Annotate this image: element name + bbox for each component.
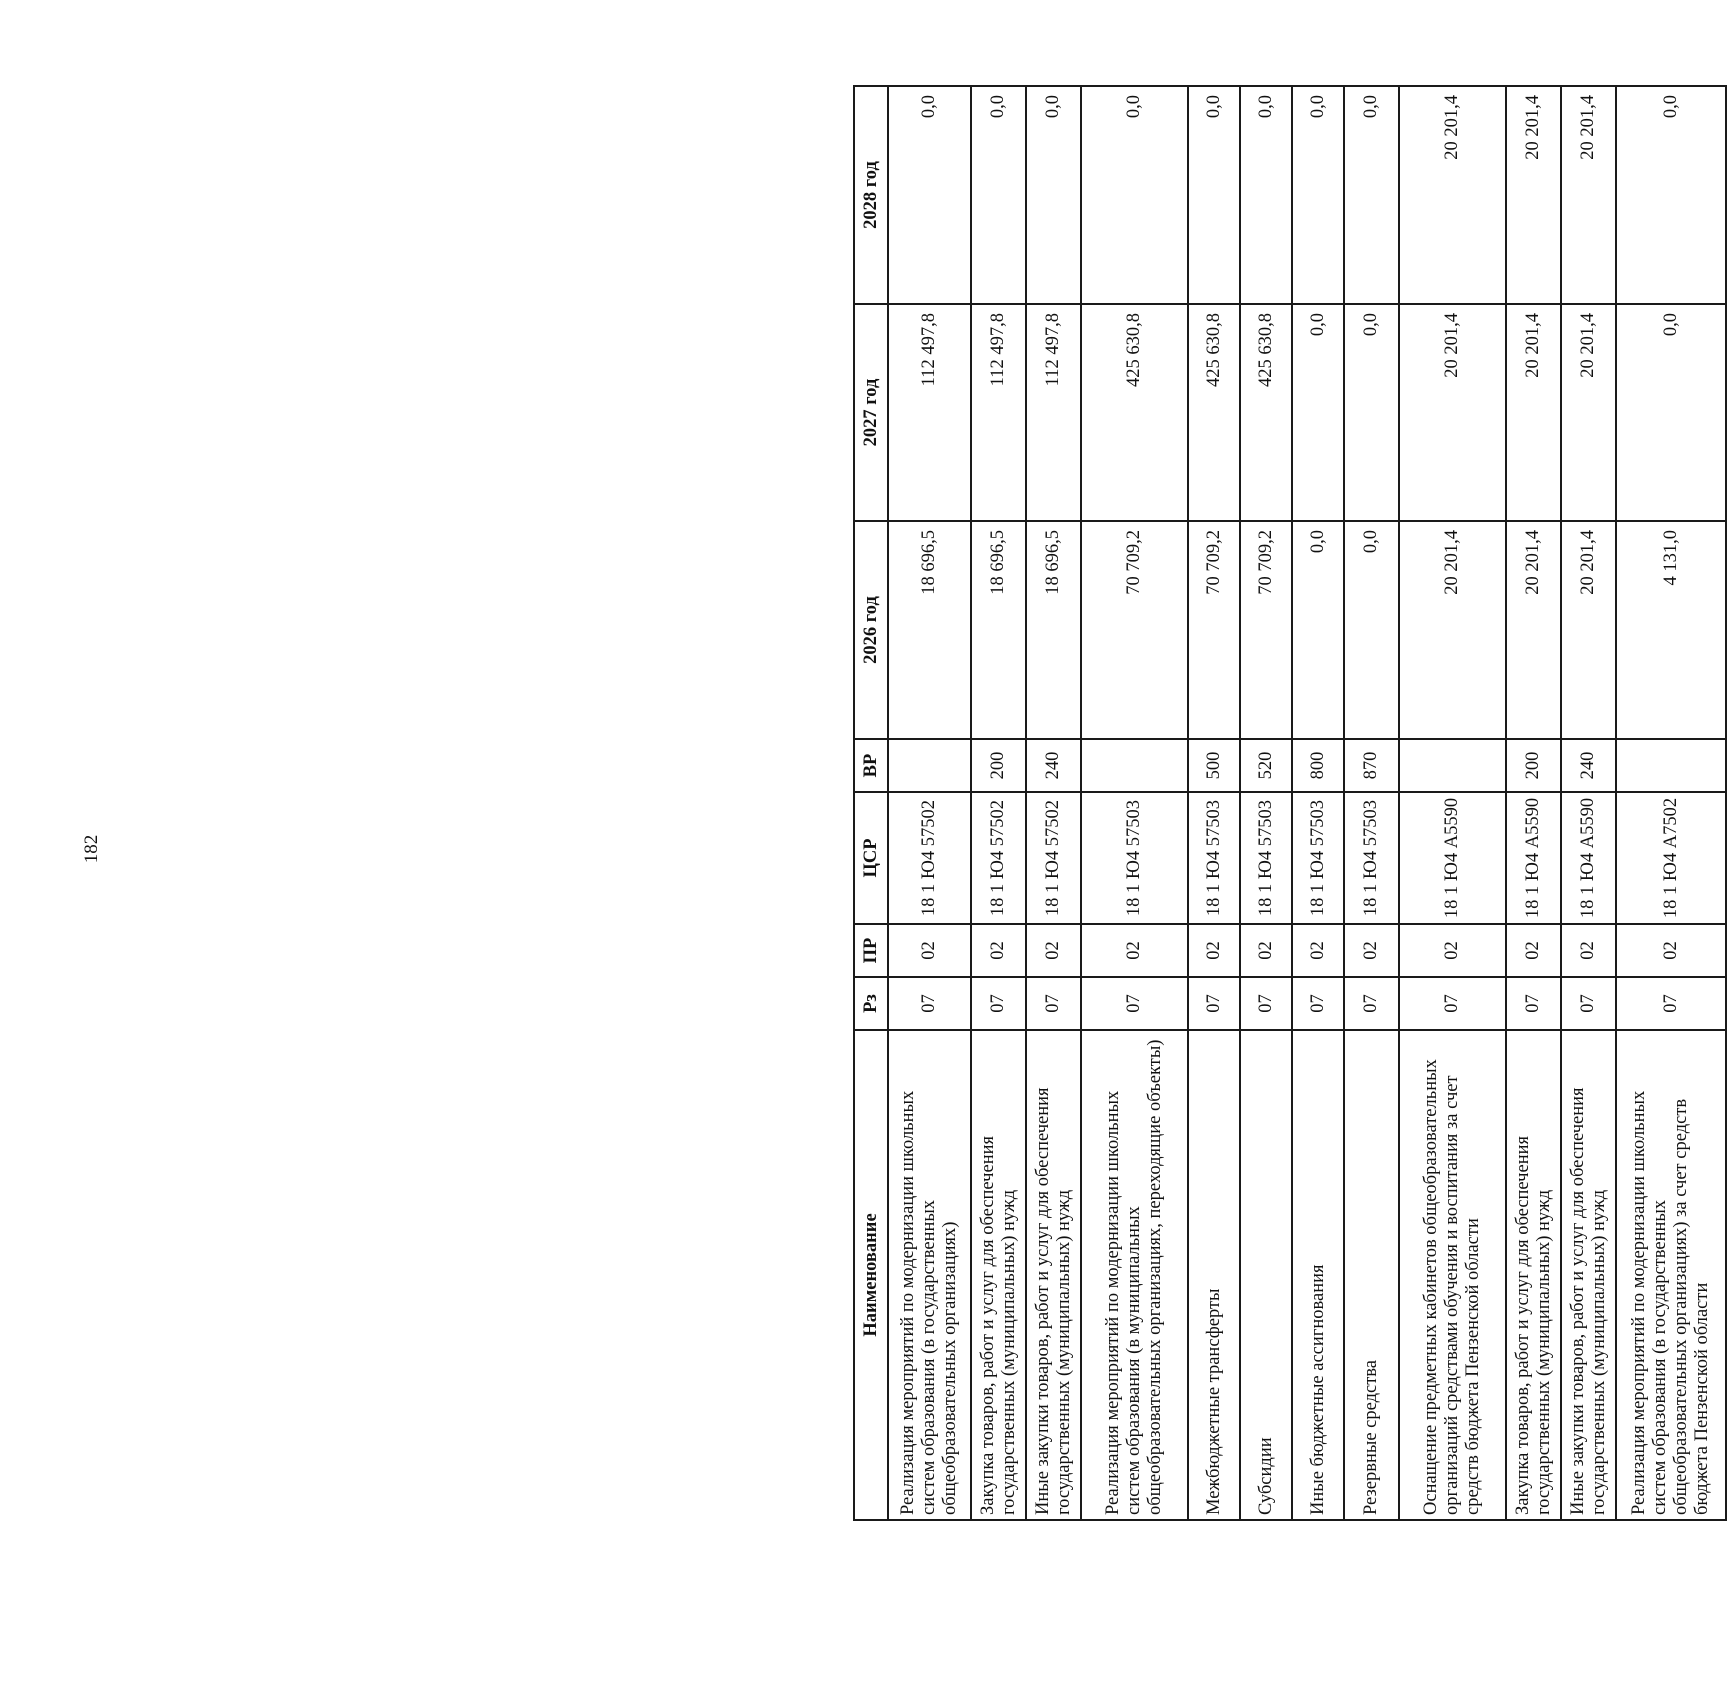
row-2028: 0,0 <box>888 86 971 304</box>
row-pr: 02 <box>1344 924 1399 977</box>
row-csr: 18 1 Ю4 57502 <box>1026 792 1081 924</box>
row-pr: 02 <box>1561 924 1616 977</box>
row-csr: 18 1 Ю4 57502 <box>971 792 1026 924</box>
row-2028: 0,0 <box>1081 86 1188 304</box>
header-csr: ЦСР <box>854 792 888 924</box>
row-vr: 870 <box>1344 739 1399 792</box>
row-vr: 240 <box>1026 739 1081 792</box>
table-row <box>1240 86 1292 1520</box>
row-2027: 0,0 <box>1616 304 1726 521</box>
row-name: Закупка товаров, работ и услуг для обеспечения государственных (муниципальных) нужд <box>1506 1030 1561 1520</box>
row-rz: 07 <box>1616 977 1726 1030</box>
header-name: Наименование <box>854 1030 888 1520</box>
header-rz: Рз <box>854 977 888 1030</box>
row-2027: 425 630,8 <box>1188 304 1240 521</box>
row-rz: 07 <box>1292 977 1344 1030</box>
row-name: Реализация мероприятий по модернизации школьных систем образования (в государственных общеобразовательных организациях) <box>888 1030 971 1520</box>
row-csr: 18 1 Ю4 А5590 <box>1506 792 1561 924</box>
row-2028: 20 201,4 <box>1399 86 1506 304</box>
table-row <box>1561 86 1616 1520</box>
row-2028: 20 201,4 <box>1561 86 1616 304</box>
header-2026: 2026 год <box>854 521 888 739</box>
row-rz: 07 <box>1240 977 1292 1030</box>
row-csr: 18 1 Ю4 57502 <box>888 792 971 924</box>
row-2027: 112 497,8 <box>1026 304 1081 521</box>
row-2028: 0,0 <box>1344 86 1399 304</box>
row-rz: 07 <box>1399 977 1506 1030</box>
row-vr <box>1616 739 1726 792</box>
row-2028: 0,0 <box>1240 86 1292 304</box>
row-2027: 425 630,8 <box>1240 304 1292 521</box>
table-row <box>1081 86 1188 1520</box>
header-2027: 2027 год <box>854 304 888 521</box>
row-pr: 02 <box>1188 924 1240 977</box>
row-name: Закупка товаров, работ и услуг для обеспечения государственных (муниципальных) нужд <box>971 1030 1026 1520</box>
table-row <box>1506 86 1561 1520</box>
row-2028: 0,0 <box>1292 86 1344 304</box>
row-vr: 500 <box>1188 739 1240 792</box>
row-csr: 18 1 Ю4 А7502 <box>1616 792 1726 924</box>
row-rz: 07 <box>971 977 1026 1030</box>
row-csr: 18 1 Ю4 57503 <box>1344 792 1399 924</box>
row-pr: 02 <box>971 924 1026 977</box>
header-vr: ВР <box>854 739 888 792</box>
row-2026: 70 709,2 <box>1188 521 1240 739</box>
row-vr: 800 <box>1292 739 1344 792</box>
table-row <box>888 86 971 1520</box>
row-2027: 20 201,4 <box>1399 304 1506 521</box>
row-pr: 02 <box>1506 924 1561 977</box>
row-2028: 0,0 <box>1026 86 1081 304</box>
row-name: Иные закупки товаров, работ и услуг для обеспечения государственных (муниципальных) нужд <box>1561 1030 1616 1520</box>
row-name: Реализация мероприятий по модернизации школьных систем образования (в муниципальных общеобразовательных организациях, переходящие объекты) <box>1081 1030 1188 1520</box>
row-name: Реализация мероприятий по модернизации школьных систем образования (в государственных общеобразовательных организациях) за счет средств бюджета Пензенской области <box>1616 1030 1726 1520</box>
row-2027: 112 497,8 <box>888 304 971 521</box>
row-2026: 20 201,4 <box>1506 521 1561 739</box>
row-2026: 70 709,2 <box>1240 521 1292 739</box>
row-2026: 20 201,4 <box>1561 521 1616 739</box>
budget-table-rotated <box>853 87 1712 1521</box>
budget-table <box>853 85 1727 1521</box>
table-row <box>1616 86 1726 1520</box>
row-pr: 02 <box>1240 924 1292 977</box>
table-row <box>1399 86 1506 1520</box>
row-2027: 0,0 <box>1292 304 1344 521</box>
row-name: Иные закупки товаров, работ и услуг для обеспечения государственных (муниципальных) нужд <box>1026 1030 1081 1520</box>
row-2026: 18 696,5 <box>1026 521 1081 739</box>
row-pr: 02 <box>888 924 971 977</box>
row-csr: 18 1 Ю4 А5590 <box>1399 792 1506 924</box>
row-vr <box>1081 739 1188 792</box>
row-name: Субсидии <box>1240 1030 1292 1520</box>
row-rz: 07 <box>888 977 971 1030</box>
row-pr: 02 <box>1399 924 1506 977</box>
table-header-row <box>854 86 888 1520</box>
table-row <box>1292 86 1344 1520</box>
row-2028: 0,0 <box>1188 86 1240 304</box>
row-2028: 0,0 <box>971 86 1026 304</box>
row-vr <box>1399 739 1506 792</box>
row-pr: 02 <box>1026 924 1081 977</box>
table-row <box>1344 86 1399 1520</box>
row-2028: 0,0 <box>1616 86 1726 304</box>
row-2027: 112 497,8 <box>971 304 1026 521</box>
row-csr: 18 1 Ю4 57503 <box>1292 792 1344 924</box>
table-row <box>1188 86 1240 1520</box>
page-number: 182 <box>81 834 102 864</box>
row-name: Резервные средства <box>1344 1030 1399 1520</box>
header-pr: ПР <box>854 924 888 977</box>
row-vr: 200 <box>1506 739 1561 792</box>
row-csr: 18 1 Ю4 57503 <box>1240 792 1292 924</box>
row-name: Оснащение предметных кабинетов общеобразовательных организаций средствами обучения и воспитания за счет средств бюджета Пензенской области <box>1399 1030 1506 1520</box>
row-pr: 02 <box>1616 924 1726 977</box>
row-rz: 07 <box>1561 977 1616 1030</box>
row-pr: 02 <box>1292 924 1344 977</box>
row-name: Иные бюджетные ассигнования <box>1292 1030 1344 1520</box>
table-row <box>971 86 1026 1520</box>
row-csr: 18 1 Ю4 57503 <box>1188 792 1240 924</box>
table-row <box>1026 86 1081 1520</box>
row-vr <box>888 739 971 792</box>
row-2027: 20 201,4 <box>1561 304 1616 521</box>
row-2028: 20 201,4 <box>1506 86 1561 304</box>
row-2027: 425 630,8 <box>1081 304 1188 521</box>
row-2027: 0,0 <box>1344 304 1399 521</box>
row-2027: 20 201,4 <box>1506 304 1561 521</box>
row-rz: 07 <box>1081 977 1188 1030</box>
row-2026: 18 696,5 <box>888 521 971 739</box>
row-rz: 07 <box>1344 977 1399 1030</box>
row-pr: 02 <box>1081 924 1188 977</box>
row-csr: 18 1 Ю4 57503 <box>1081 792 1188 924</box>
row-2026: 0,0 <box>1344 521 1399 739</box>
row-name: Межбюджетные трансферты <box>1188 1030 1240 1520</box>
header-2028: 2028 год <box>854 86 888 304</box>
row-rz: 07 <box>1506 977 1561 1030</box>
row-2026: 20 201,4 <box>1399 521 1506 739</box>
row-2026: 70 709,2 <box>1081 521 1188 739</box>
row-rz: 07 <box>1026 977 1081 1030</box>
row-2026: 4 131,0 <box>1616 521 1726 739</box>
row-csr: 18 1 Ю4 А5590 <box>1561 792 1616 924</box>
row-2026: 18 696,5 <box>971 521 1026 739</box>
row-vr: 240 <box>1561 739 1616 792</box>
row-vr: 200 <box>971 739 1026 792</box>
row-vr: 520 <box>1240 739 1292 792</box>
row-2026: 0,0 <box>1292 521 1344 739</box>
row-rz: 07 <box>1188 977 1240 1030</box>
